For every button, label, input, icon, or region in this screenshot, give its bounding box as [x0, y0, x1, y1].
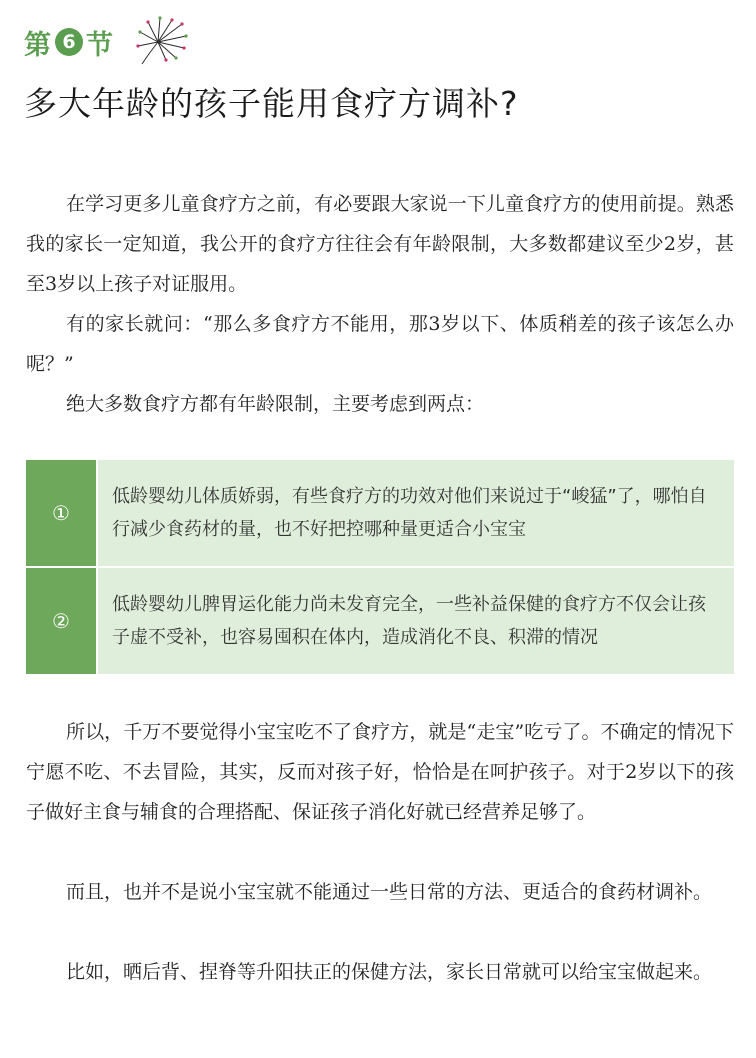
paragraph-question: 有的家长就问：“那么多食疗方不能用，那3岁以下、体质稍差的孩子该怎么办呢？” — [26, 313, 734, 375]
section-prefix: 第 — [24, 29, 52, 61]
row-text: 低龄婴幼儿体质娇弱，有些食疗方的功效对他们来说过于“峻猛”了，哪怕自行减少食药材的量，也不好把控哪种量更适合小宝宝 — [97, 460, 734, 567]
table-row — [26, 567, 734, 674]
dandelion-icon — [132, 12, 192, 72]
paragraph-example: 比如，晒后背、捏脊等升阳扶正的保健方法，家长日常就可以给宝宝做起来。 — [66, 961, 713, 983]
row-text: 低龄婴幼儿脾胃运化能力尚未发育完全，一些补益保健的食疗方不仅会让孩子虚不受补，也容易囤积在体内，造成消化不良、积滞的情况 — [97, 567, 734, 674]
row-number: ② — [26, 567, 97, 674]
row-number: ① — [26, 460, 97, 567]
section-suffix: 节 — [86, 29, 114, 61]
paragraph-intro: 在学习更多儿童食疗方之前，有必要跟大家说一下儿童食疗方的使用前提。熟悉我的家长一定知道，我公开的食疗方往往会有年龄限制，大多数都建议至少2岁，甚至3岁以上孩子对证服用。 — [26, 193, 734, 295]
paragraph-alternative: 而且，也并不是说小宝宝就不能通过一些日常的方法、更适合的食药材调补。 — [66, 881, 713, 903]
paragraph-conclusion: 所以，千万不要觉得小宝宝吃不了食疗方，就是“走宝”吃亏了。不确定的情况下宁愿不吃、不去冒险，其实，反而对孩子好，恰恰是在呵护孩子。对于2岁以下的孩子做好主食与辅食的合理搭配、保证孩子消化好就已经营养足够了。 — [26, 721, 734, 823]
section-number-badge: 6 — [55, 28, 83, 56]
page-title: 多大年龄的孩子能用食疗方调补? — [24, 84, 519, 123]
section-tag — [24, 22, 114, 62]
reasons-table — [26, 460, 734, 674]
table-row — [26, 460, 734, 567]
paragraph-two-points: 绝大多数食疗方都有年龄限制，主要考虑到两点： — [66, 393, 485, 415]
